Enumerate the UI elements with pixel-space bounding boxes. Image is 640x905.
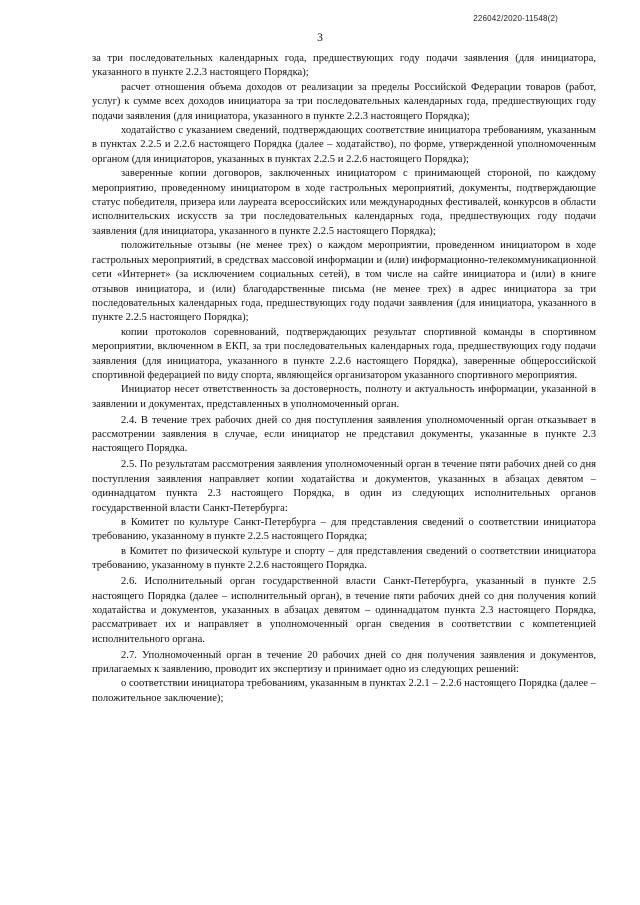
clause-2-5: 2.5. По результатам рассмотрения заявления уполномоченный орган в течение пяти рабочих дней со дня поступления заявления направляет копии ходатайства и документов, указанных в абзацах девятом – одиннадцатом пункта 2.3 настоящего Порядка, в один из следующих исполнительных органов государственной власти Санкт-Петербурга: bbox=[92, 459, 596, 514]
page-number: 3 bbox=[317, 32, 323, 44]
clause-2-4: 2.4. В течение трех рабочих дней со дня поступления заявления уполномоченный орган отказывает в рассмотрении заявления в случае, если инициатор не представил документы, указанные в пункте 2.3 настоящего Порядка. bbox=[92, 414, 596, 455]
paragraph-sport-committee: в Комитет по физической культуре и спорту – для представления сведений о соответствии инициатора требованию, указанному в пункте 2.2.6 настоящего Порядка. bbox=[92, 545, 596, 572]
clause-2-7: 2.7. Уполномоченный орган в течение 20 рабочих дней со дня получения заявления и документов, прилагаемых к заявлению, проводит их экспертизу и принимает одно из следующих решений: bbox=[92, 649, 596, 676]
paragraph-culture-committee: в Комитет по культуре Санкт-Петербурга – для представления сведений о соответствии инициатора требованию, указанному в пункте 2.2.5 настоящего Порядка; bbox=[92, 517, 596, 543]
document-id: 226042/2020-11548(2) bbox=[473, 14, 558, 23]
clause-2-6: 2.6. Исполнительный орган государственной власти Санкт-Петербурга, указанный в пункте 2.5 настоящего Порядка (далее – исполнительный орган), в течение пяти рабочих дней со дня получения копий ходатайства и документов, указанных в абзацах девятом – одиннадцатом пункта 2.3 настоящего Порядка, рассматривает их и направляет в уполномоченный орган сведения в соответствии с компетенцией исполнительного органа. bbox=[92, 576, 596, 645]
paragraph-contract-copies: заверенные копии договоров, заключенных инициатором с принимающей стороной, по каждому мероприятию, проведенному инициатором в ходе гастрольных мероприятий, документы, подтверждающие статус победителя, призера или лауреата всероссийских или международных фестивалей, конкурсов в области исполнительских искусств за три последовательных календарных года, предшествующих году подачи заявления (для инициатора, указанного в пункте 2.2.5 настоящего Порядка); bbox=[92, 168, 596, 237]
paragraph-continuation: за три последовательных календарных года, предшествующих году подачи заявления (для инициатора, указанного в пункте 2.2.3 настоящего Порядка); bbox=[92, 53, 596, 79]
paragraph-petition: ходатайство с указанием сведений, подтверждающих соответствие инициатора требованиям, указанным в пунктах 2.2.5 и 2.2.6 настоящего Порядка (далее – ходатайство), по форме, утвержденной уполномоченным органом (для инициаторов, указанных в пунктах 2.2.5 и 2.2.6 настоящего Порядка); bbox=[92, 125, 596, 165]
document-body bbox=[92, 52, 596, 706]
paragraph-positive-reviews: положительные отзывы (не менее трех) о каждом мероприятии, проведенном инициатором в ходе гастрольных мероприятий, в средствах массовой информации и (или) информационно-телекоммуникационной сети «Интернет» (за исключением социальных сетей), в том числе на сайте инициатора и (или) в книге отзывов инициатора, и (или) благодарственные письма (не менее трех) в адрес инициатора за три последовательных календарных года, предшествующих году подачи заявления (для инициатора, указанного в пункте 2.2.5 настоящего Порядка); bbox=[92, 240, 596, 324]
paragraph-export-income-ratio: расчет отношения объема доходов от реализации за пределы Российской Федерации товаров (работ, услуг) к сумме всех доходов инициатора за три последовательных календарных года, предшествующих году подачи заявления (для инициатора, указанного в пункте 2.2.3 настоящего Порядка); bbox=[92, 81, 596, 122]
paragraph-positive-conclusion: о соответствии инициатора требованиям, указанным в пунктах 2.2.1 – 2.2.6 настоящего Порядка (далее – положительное заключение); bbox=[92, 678, 596, 704]
paragraph-initiator-responsibility: Инициатор несет ответственность за достоверность, полноту и актуальность информации, указанной в заявлении и документах, представленных в уполномоченный орган. bbox=[92, 384, 596, 410]
paragraph-competition-protocols: копии протоколов соревнований, подтверждающих результат спортивной команды в спортивном мероприятии, включенном в ЕКП, за три последовательных календарных года, предшествующих году подачи заявления (для инициатора, указанного в пункте 2.2.6 настоящего Порядка), заверенные общероссийской спортивной федерацией по виду спорта, являющейся организатором указанного спортивного мероприятия. bbox=[92, 326, 596, 381]
